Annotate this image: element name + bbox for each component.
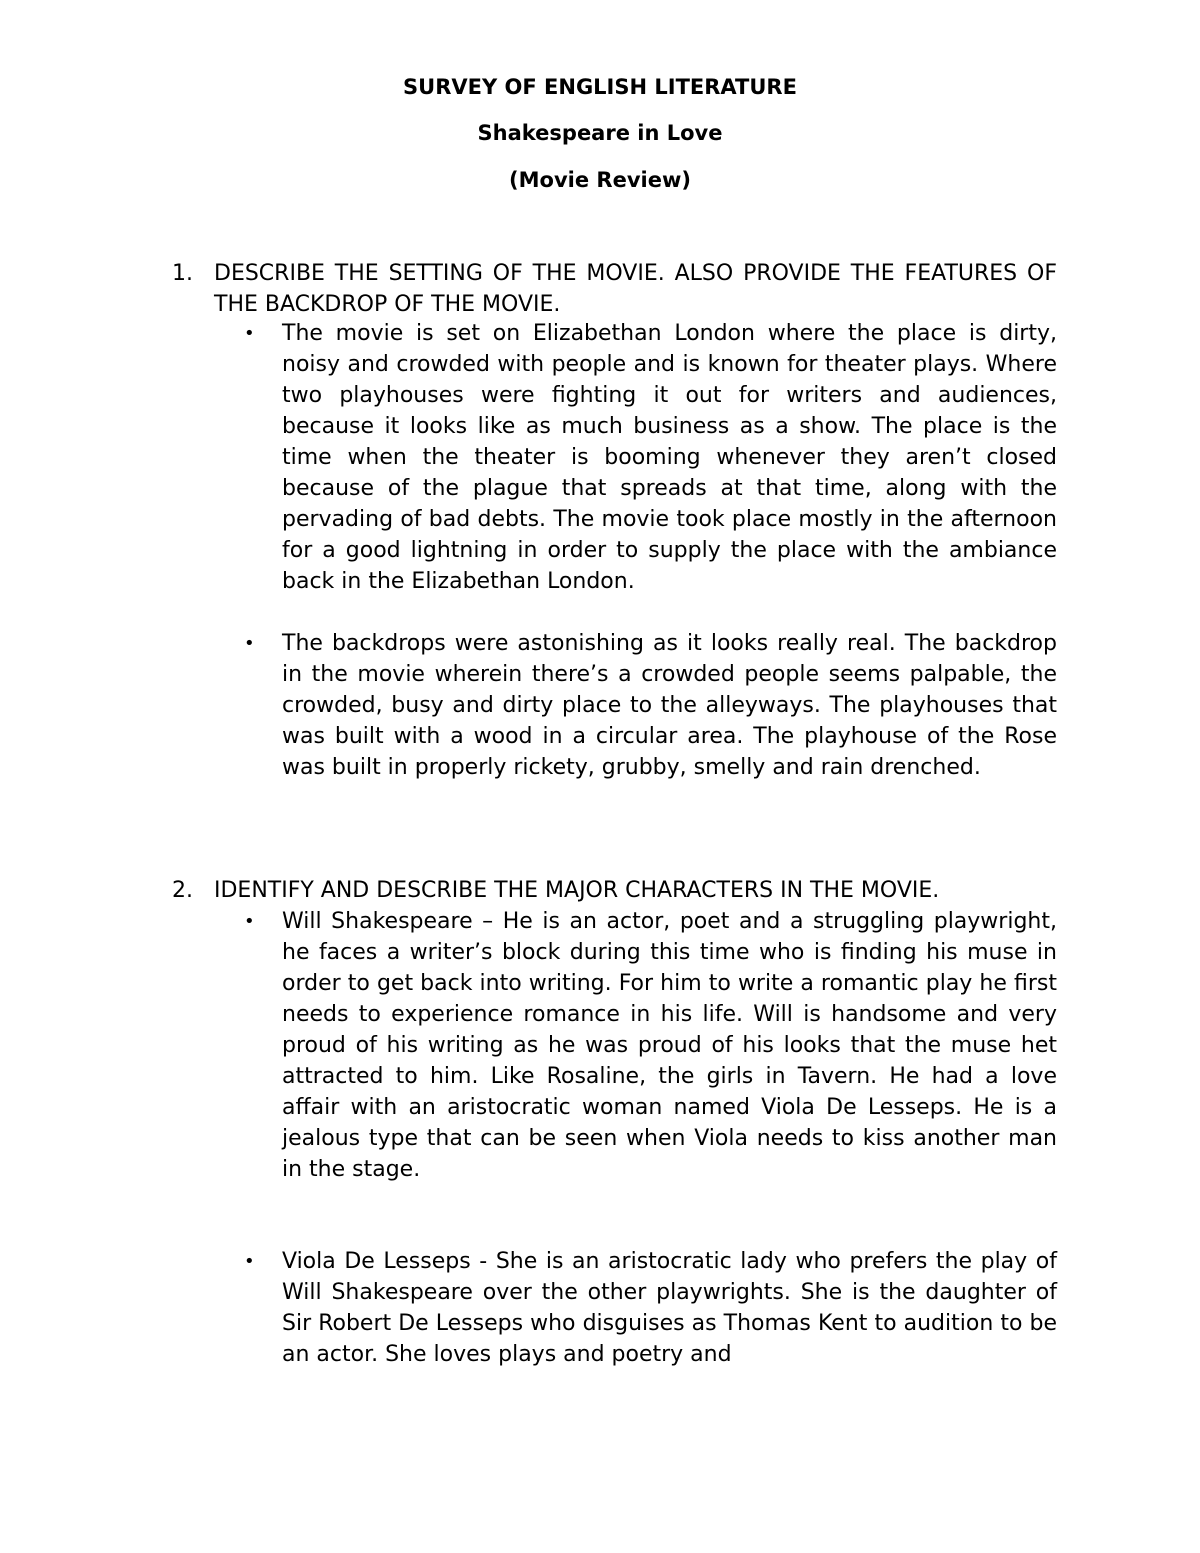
bullet-icon: • [244,633,255,654]
document-type: (Movie Review) [509,168,691,192]
answer-paragraph [244,1246,1057,1370]
film-title: Shakespeare in Love [477,121,723,145]
answer-text: Viola De Lesseps - She is an aristocratic lady who prefers the play of Will Shakespeare over the other playwrights. She is the daughter of Sir Robert De Lesseps who disguises as Thomas Kent to audition to be an actor. She loves plays and poetry and [282,1249,1057,1367]
course-title: SURVEY OF ENGLISH LITERATURE [403,75,797,99]
question-number: 2. [172,878,193,903]
bullet-icon: • [244,323,255,344]
answer-text: The movie is set on Elizabethan London where the place is dirty, noisy and crowded with people and is known for theater plays. Where two playhouses were fighting it out for writers and audiences, because it looks like as much business as a show. The place is the time when the theater is booming whenever they aren’t closed because of the plague that spreads at that time, along with the pervading of bad debts. The movie took place mostly in the afternoon for a good lightning in order to supply the place with the ambiance back in the Elizabethan London. [282,321,1057,594]
question-text: DESCRIBE THE SETTING OF THE MOVIE. ALSO PROVIDE THE FEATURES OF THE BACKDROP OF THE MOVIE. [214,261,1057,317]
question-number: 1. [172,261,193,286]
answer-paragraph [244,906,1057,1185]
answer-text: Will Shakespeare – He is an actor, poet and a struggling playwright, he faces a writer’s block during this time who is finding his muse in order to get back into writing. For him to write a romantic play he first needs to experience romance in his life. Will is handsome and very proud of his writing as he was proud of his looks that the muse het attracted to him. Like Rosaline, the girls in Tavern. He had a love affair with an aristocratic woman named Viola De Lesseps. He is a jealous type that can be seen when Viola needs to kiss another man in the stage. [282,909,1057,1182]
bullet-icon: • [244,911,255,932]
answer-paragraph [244,628,1057,783]
question-text: IDENTIFY AND DESCRIBE THE MAJOR CHARACTERS IN THE MOVIE. [214,878,940,903]
question-2 [172,875,1057,906]
question-1 [172,258,1057,320]
bullet-icon: • [244,1251,255,1272]
answer-paragraph [244,318,1057,597]
answer-text: The backdrops were astonishing as it looks really real. The backdrop in the movie wherein there’s a crowded people seems palpable, the crowded, busy and dirty place to the alleyways. The playhouses that was built with a wood in a circular area. The playhouse of the Rose was built in properly rickety, grubby, smelly and rain drenched. [282,631,1057,780]
